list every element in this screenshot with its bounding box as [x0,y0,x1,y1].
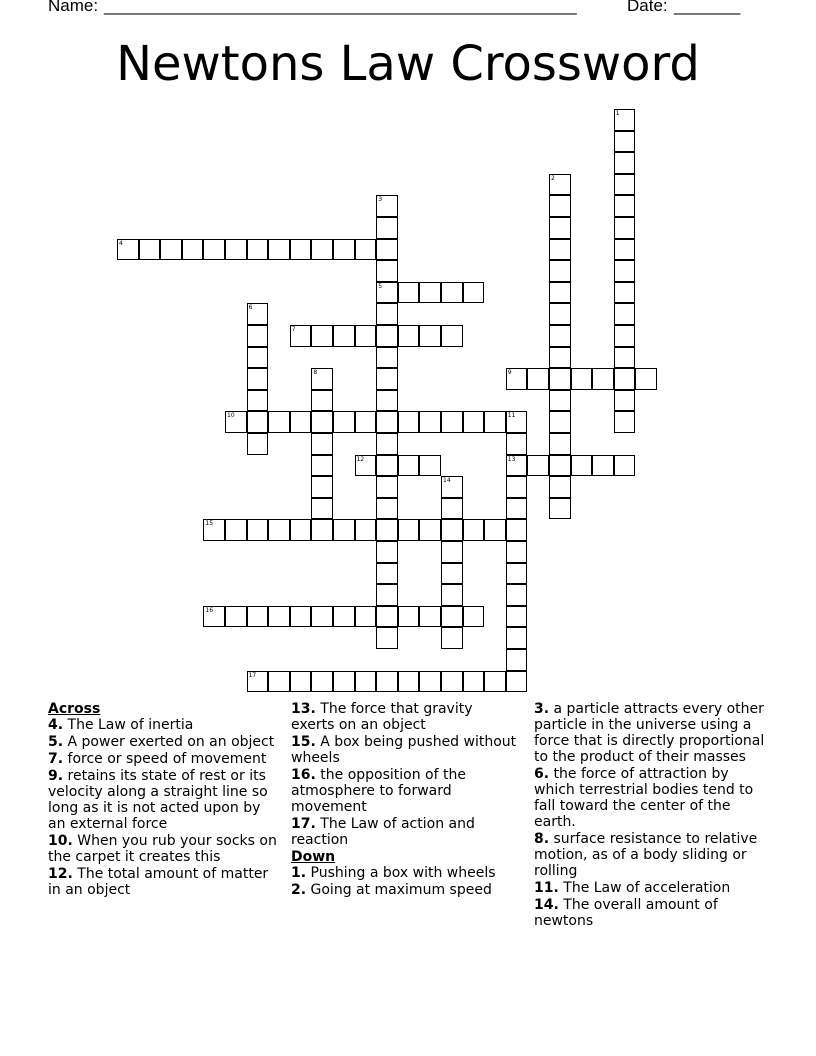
grid-cell[interactable] [376,519,398,541]
grid-cell[interactable] [333,671,355,693]
clue-text: Going at maximum speed [306,882,492,898]
grid-cell[interactable] [441,519,463,541]
grid-cell[interactable] [441,541,463,563]
grid-cell[interactable] [333,325,355,347]
grid-cell[interactable] [247,390,269,412]
clue-number-label: 14. [534,897,559,913]
grid-cell[interactable] [290,519,312,541]
clue-number-label: 13. [291,701,316,717]
clue-number: 9 [507,369,512,377]
clue-number: 13 [507,455,516,463]
grid-cell[interactable] [398,325,420,347]
grid-cell[interactable] [268,411,290,433]
grid-cell[interactable] [290,411,312,433]
grid-cell[interactable] [441,325,463,347]
clue-number-label: 4. [48,717,64,733]
grid-cell[interactable] [355,325,377,347]
grid-cell[interactable] [549,455,571,477]
grid-cell[interactable] [333,239,355,261]
clue-number: 16 [205,606,214,614]
grid-cell[interactable] [441,606,463,628]
grid-cell[interactable] [419,455,441,477]
clue-text: The total amount of matter in an object [48,866,269,898]
grid-cell[interactable] [527,368,549,390]
clue-item [291,882,519,898]
grid-cell[interactable] [376,260,398,282]
grid-cell[interactable] [247,606,269,628]
grid-cell[interactable] [182,239,204,261]
clue-item [534,831,770,879]
clue-number: 11 [507,412,516,420]
grid-cell[interactable] [527,455,549,477]
grid-cell[interactable] [247,671,269,693]
date-label: Date: [627,0,668,15]
grid-cell[interactable] [311,671,333,693]
grid-cell[interactable] [506,584,528,606]
grid-cell[interactable] [463,282,485,304]
grid-cell[interactable] [139,239,161,261]
clue-item [291,816,519,848]
clue-number-label: 12. [48,866,73,882]
grid-cell[interactable] [506,563,528,585]
grid-cell[interactable] [398,282,420,304]
grid-cell[interactable] [225,519,247,541]
clue-item [291,734,519,766]
clue-text: the force of attraction by which terrestrial bodies tend to fall toward the center of the earth. [534,766,754,830]
grid-cell[interactable] [549,239,571,261]
grid-cell[interactable] [203,239,225,261]
grid-cell[interactable] [247,303,269,325]
grid-cell[interactable] [376,498,398,520]
clue-number-label: 17. [291,816,316,832]
clue-column-3 [534,701,770,930]
clue-text: force or speed of movement [63,751,267,767]
grid-cell[interactable] [506,476,528,498]
grid-cell[interactable] [376,368,398,390]
grid-cell[interactable] [571,455,593,477]
down-clue-list-continued [534,701,770,929]
name-label: Name: [48,0,99,15]
clue-number: 15 [205,520,214,528]
clue-text: The Law of action and reaction [291,816,475,848]
grid-cell[interactable] [484,411,506,433]
grid-cell[interactable] [355,455,377,477]
grid-cell[interactable] [506,433,528,455]
grid-cell[interactable] [398,519,420,541]
grid-cell[interactable] [203,519,225,541]
grid-cell[interactable] [614,131,636,153]
grid-cell[interactable] [376,563,398,585]
grid-cell[interactable] [376,282,398,304]
clue-number: 6 [248,304,253,312]
grid-cell[interactable] [376,325,398,347]
clue-item [48,768,278,832]
clue-item [291,767,519,815]
grid-cell[interactable] [463,671,485,693]
grid-cell[interactable] [355,606,377,628]
grid-cell[interactable] [311,368,333,390]
grid-cell[interactable] [311,455,333,477]
grid-cell[interactable] [441,584,463,606]
grid-cell[interactable] [506,455,528,477]
date-field[interactable]: _______ [674,0,741,15]
grid-cell[interactable] [506,368,528,390]
grid-cell[interactable] [225,239,247,261]
grid-cell[interactable] [549,390,571,412]
grid-cell[interactable] [333,519,355,541]
grid-cell[interactable] [506,671,528,693]
grid-cell[interactable] [614,195,636,217]
grid-cell[interactable] [549,498,571,520]
grid-cell[interactable] [463,411,485,433]
page-title: Newtons Law Crossword [116,36,700,92]
grid-cell[interactable] [549,217,571,239]
clue-item [48,866,278,898]
grid-cell[interactable] [376,671,398,693]
grid-cell[interactable] [355,671,377,693]
clue-text: The Law of acceleration [558,880,731,896]
grid-cell[interactable] [376,303,398,325]
grid-cell[interactable] [355,519,377,541]
clue-item [48,833,278,865]
grid-cell[interactable] [376,390,398,412]
grid-cell[interactable] [614,152,636,174]
grid-cell[interactable] [549,195,571,217]
grid-cell[interactable] [441,476,463,498]
clue-number: 8 [313,369,318,377]
clue-number-label: 11. [534,880,559,896]
grid-cell[interactable] [247,239,269,261]
grid-cell[interactable] [614,455,636,477]
clue-text: surface resistance to relative motion, as of a body sliding or rolling [534,831,758,879]
grid-cell[interactable] [614,303,636,325]
grid-cell[interactable] [160,239,182,261]
grid-cell[interactable] [225,411,247,433]
grid-cell[interactable] [441,411,463,433]
grid-cell[interactable] [376,476,398,498]
grid-cell[interactable] [484,519,506,541]
grid-cell[interactable] [549,282,571,304]
grid-cell[interactable] [614,239,636,261]
grid-cell[interactable] [376,584,398,606]
grid-cell[interactable] [398,606,420,628]
clue-number-label: 9. [48,768,64,784]
clue-number-label: 1. [291,865,307,881]
grid-cell[interactable] [441,627,463,649]
clue-item [534,897,770,929]
grid-cell[interactable] [484,671,506,693]
clue-item [48,751,278,767]
clue-item [48,734,278,750]
grid-cell[interactable] [117,239,139,261]
grid-cell[interactable] [247,519,269,541]
grid-cell[interactable] [376,627,398,649]
grid-cell[interactable] [225,606,247,628]
clue-text: The overall amount of newtons [534,897,718,929]
grid-cell[interactable] [247,411,269,433]
clue-number: 4 [119,239,123,247]
grid-cell[interactable] [635,368,657,390]
clue-number-label: 5. [48,734,64,750]
clue-number-label: 6. [534,766,550,782]
clue-text: Pushing a box with wheels [306,865,496,881]
grid-cell[interactable] [398,411,420,433]
grid-cell[interactable] [614,217,636,239]
grid-cell[interactable] [376,347,398,369]
down-heading: Down [291,849,336,865]
clue-number: 12 [356,455,365,463]
grid-cell[interactable] [614,109,636,131]
grid-cell[interactable] [247,368,269,390]
clue-item [534,701,770,765]
grid-cell[interactable] [419,411,441,433]
grid-cell[interactable] [549,325,571,347]
grid-cell[interactable] [614,282,636,304]
grid-cell[interactable] [311,433,333,455]
grid-cell[interactable] [614,325,636,347]
clue-column-1 [48,701,278,899]
grid-cell[interactable] [441,563,463,585]
grid-cell[interactable] [614,390,636,412]
grid-cell[interactable] [549,476,571,498]
grid-cell[interactable] [549,368,571,390]
grid-cell[interactable] [463,519,485,541]
grid-cell[interactable] [592,455,614,477]
clue-text: retains its state of rest or its velocity along a straight line so long as it is not acted upon by an external force [48,768,268,832]
grid-cell[interactable] [290,239,312,261]
clue-text: the opposition of the atmosphere to forward movement [291,767,466,815]
clue-number: 10 [227,412,235,420]
grid-cell[interactable] [311,476,333,498]
clue-text: The Law of inertia [63,717,194,733]
clue-number: 7 [291,326,296,333]
clue-item [534,880,770,896]
grid-cell[interactable] [333,411,355,433]
grid-cell[interactable] [376,455,398,477]
grid-cell[interactable] [247,347,269,369]
clue-number: 17 [248,671,257,679]
grid-cell[interactable] [355,411,377,433]
grid-cell[interactable] [311,411,333,433]
grid-cell[interactable] [614,347,636,369]
grid-cell[interactable] [506,519,528,541]
grid-cell[interactable] [419,519,441,541]
grid-cell[interactable] [311,390,333,412]
grid-cell[interactable] [268,671,290,693]
grid-cell[interactable] [398,671,420,693]
grid-cell[interactable] [419,606,441,628]
grid-cell[interactable] [506,627,528,649]
grid-cell[interactable] [614,368,636,390]
grid-cell[interactable] [376,217,398,239]
grid-cell[interactable] [549,303,571,325]
grid-cell[interactable] [592,368,614,390]
across-clue-list-continued [291,701,519,848]
clue-number: 2 [551,174,555,182]
grid-cell[interactable] [376,411,398,433]
grid-cell[interactable] [247,325,269,347]
grid-cell[interactable] [203,606,225,628]
grid-cell[interactable] [311,519,333,541]
grid-cell[interactable] [506,649,528,671]
grid-cell[interactable] [506,606,528,628]
grid-cell[interactable] [549,260,571,282]
grid-cell[interactable] [376,195,398,217]
grid-cell[interactable] [506,411,528,433]
clue-item [291,865,519,881]
clue-number-label: 16. [291,767,316,783]
grid-cell[interactable] [311,239,333,261]
grid-cell[interactable] [614,260,636,282]
clue-number-label: 10. [48,833,73,849]
grid-cell[interactable] [571,368,593,390]
clue-text: When you rub your socks on the carpet it creates this [48,833,277,865]
clue-item [48,717,278,733]
clue-number: 1 [615,110,620,117]
clue-number-label: 3. [534,701,550,717]
grid-cell[interactable] [268,606,290,628]
grid-cell[interactable] [398,455,420,477]
grid-cell[interactable] [247,433,269,455]
grid-cell[interactable] [333,606,355,628]
clue-text: The force that gravity exerts on an object [291,701,473,733]
clue-number-label: 2. [291,882,307,898]
grid-cell[interactable] [506,541,528,563]
grid-cell[interactable] [419,282,441,304]
down-clue-list [291,865,519,898]
grid-cell[interactable] [549,411,571,433]
grid-cell[interactable] [376,433,398,455]
grid-cell[interactable] [549,174,571,196]
grid-cell[interactable] [311,498,333,520]
name-field[interactable]: __________________________________________________ [104,0,577,15]
clue-text: A box being pushed without wheels [291,734,517,766]
clue-number-label: 15. [291,734,316,750]
clue-number: 5 [378,282,383,290]
grid-cell[interactable] [376,606,398,628]
grid-cell[interactable] [268,239,290,261]
grid-cell[interactable] [311,325,333,347]
grid-cell[interactable] [441,282,463,304]
grid-cell[interactable] [614,411,636,433]
grid-cell[interactable] [441,671,463,693]
clue-number-label: 7. [48,751,64,767]
clue-item [291,701,519,733]
grid-cell[interactable] [463,606,485,628]
grid-cell[interactable] [376,541,398,563]
grid-cell[interactable] [441,498,463,520]
clue-number-label: 8. [534,831,550,847]
grid-cell[interactable] [376,239,398,261]
grid-cell[interactable] [506,498,528,520]
clue-number: 3 [378,196,383,204]
grid-cell[interactable] [549,433,571,455]
grid-cell[interactable] [419,325,441,347]
grid-cell[interactable] [419,671,441,693]
grid-cell[interactable] [549,347,571,369]
grid-cell[interactable] [268,519,290,541]
grid-cell[interactable] [290,606,312,628]
grid-cell[interactable] [614,174,636,196]
clue-text: A power exerted on an object [63,734,275,750]
across-clue-list [48,717,278,898]
across-heading: Across [48,701,101,717]
clue-number: 14 [443,477,451,485]
clue-item [534,766,770,830]
clue-column-2 [291,701,519,899]
grid-cell[interactable] [290,325,312,347]
grid-cell[interactable] [355,239,377,261]
clue-text: a particle attracts every other particle in the universe using a force that is directly proportional to the product of their masses [534,701,765,765]
grid-cell[interactable] [311,606,333,628]
grid-cell[interactable] [290,671,312,693]
